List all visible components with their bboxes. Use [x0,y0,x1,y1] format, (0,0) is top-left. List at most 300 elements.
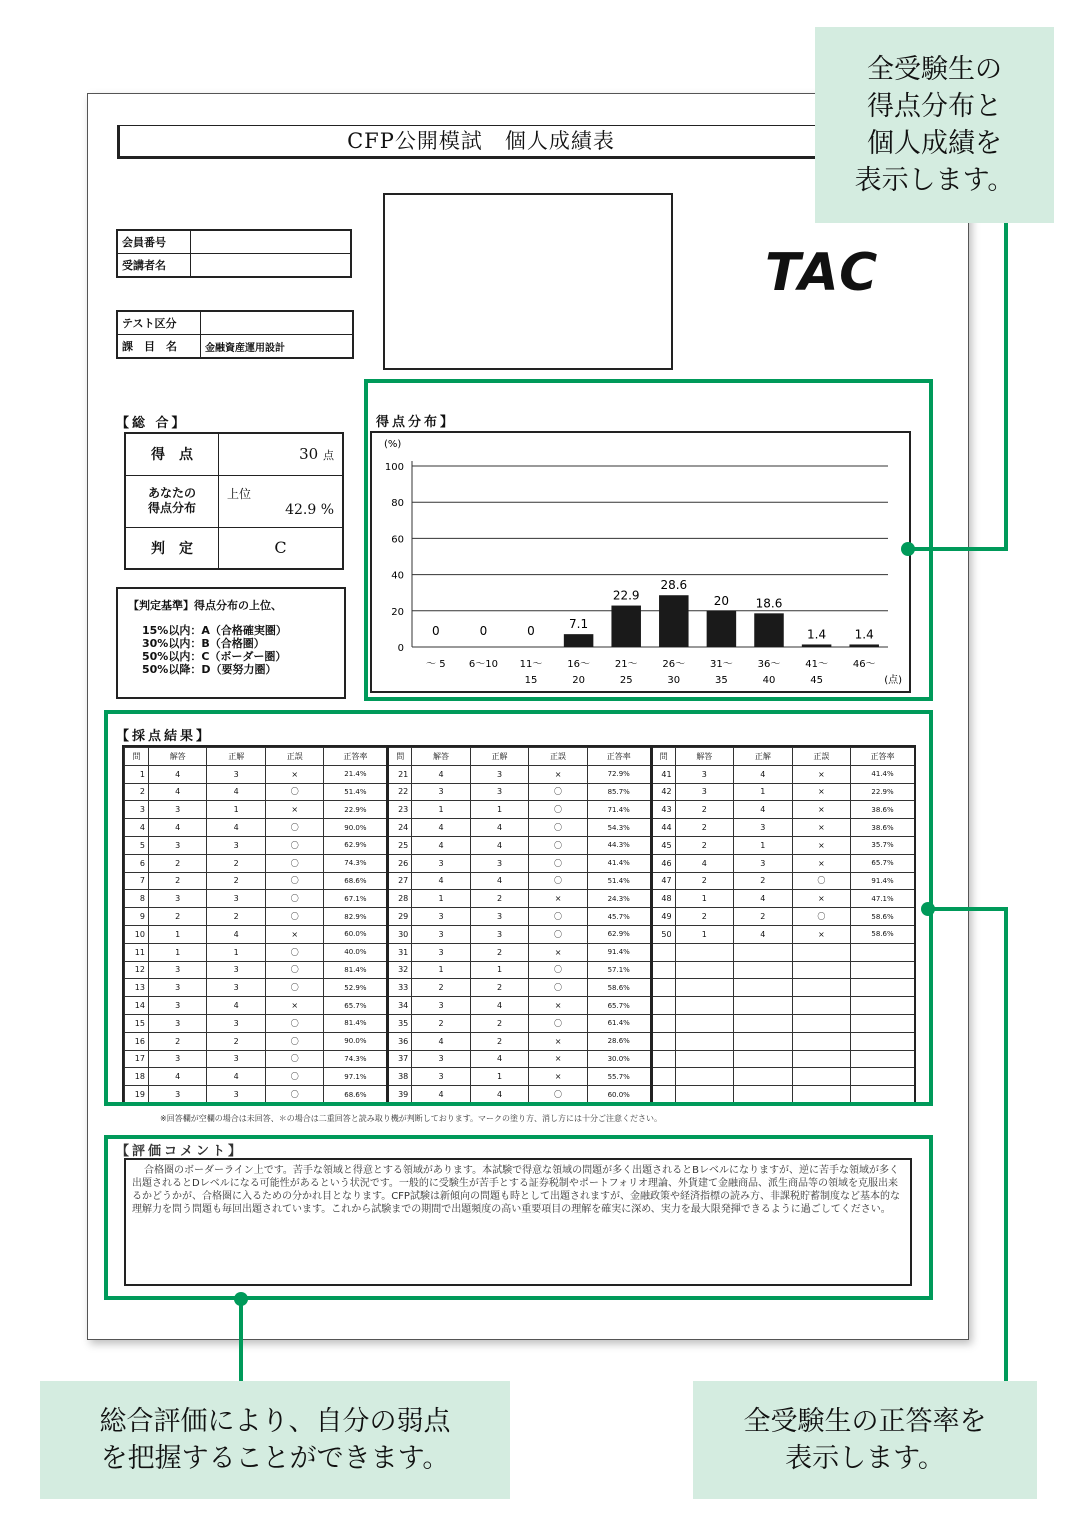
connector-comment-v [239,1298,243,1383]
results-cell: 41.4% [587,854,651,872]
results-cell: 1 [412,961,471,979]
results-cell: 38 [388,1068,412,1086]
results-cell: 2 [148,872,207,890]
chart-data-label: 0 [479,624,488,638]
results-header-cell: 正答率 [587,748,651,766]
results-cell: × [792,925,851,943]
results-cell: 2 [734,908,793,926]
results-cell: × [792,765,851,783]
results-cell: 4 [412,1032,471,1050]
results-cell: 50 [651,925,675,943]
results-cell: 54.3% [587,819,651,837]
results-cell: × [265,997,324,1015]
criteria-title: 【判定基準】得点分布の上位、 [128,599,282,612]
score-value: 30 [299,445,319,464]
results-cell: 2 [207,1032,266,1050]
results-cell: 62.9% [587,925,651,943]
results-cell: 2 [675,836,734,854]
results-cell: 3 [125,801,149,819]
chart-ytick-label: 0 [397,643,404,654]
chart-ylabel: (%) [384,439,402,450]
results-cell: 3 [734,854,793,872]
results-cell: 4 [125,819,149,837]
results-cell: 3 [148,836,207,854]
results-header-cell: 正誤 [792,748,851,766]
results-cell: 12 [125,961,149,979]
results-cell: 7 [125,872,149,890]
results-cell: 45 [651,836,675,854]
member-name-value [191,254,352,278]
results-cell: 4 [470,1086,529,1104]
chart-xtick-label: 36～ [757,659,781,670]
test-type-value [201,311,354,335]
results-cell: 8 [125,890,149,908]
connector-chart-v [1004,222,1008,551]
connector-dot [234,1292,248,1306]
callout-evaluation [40,1381,510,1499]
results-cell: 3 [148,801,207,819]
results-cell: 3 [207,979,266,997]
results-cell: 35.7% [851,836,915,854]
results-cell: 4 [207,1068,266,1086]
results-cell: × [529,890,588,908]
results-cell: 〇 [265,890,324,908]
results-cell: 3 [207,1086,266,1104]
results-cell: 4 [412,872,471,890]
results-cell: 1 [675,925,734,943]
score-label: 得 点 [125,433,219,475]
results-cell: 4 [412,819,471,837]
chart-xtick-label: 11～ [519,659,543,670]
results-cell: 3 [412,925,471,943]
results-cell: 2 [470,1032,529,1050]
results-cell: 14 [125,997,149,1015]
judge-label: 判 定 [125,527,219,569]
results-cell: 〇 [529,908,588,926]
results-cell: 49 [651,908,675,926]
results-cell: 2 [125,783,149,801]
subject-value: 金融資産運用設計 [201,335,354,359]
results-cell: 〇 [265,943,324,961]
results-cell: 〇 [265,836,324,854]
results-cell: 28 [388,890,412,908]
results-cell: 32 [388,961,412,979]
results-cell: 2 [148,1032,207,1050]
results-header-cell: 解答 [148,748,207,766]
connector-chart-h [909,547,1008,551]
results-cell: 60.0% [587,1086,651,1104]
results-cell: 〇 [265,783,324,801]
results-cell: 〇 [529,872,588,890]
results-cell: 43 [651,801,675,819]
results-cell: × [792,836,851,854]
chart-data-label: 0 [431,624,440,638]
highlight-results [104,710,933,1106]
callout-distribution-text: 全受験生の 得点分布と 個人成績を 表示します。 [854,54,1015,196]
report-title: CFP公開模試 個人成績表 [117,125,843,159]
results-cell: 38.6% [851,801,915,819]
results-cell: 13 [125,979,149,997]
results-header-cell: 正解 [470,748,529,766]
results-cell: 38.6% [851,819,915,837]
test-info-table [116,310,354,359]
chart-ytick-label: 60 [391,534,404,546]
results-cell: 1 [470,1068,529,1086]
results-cell: 4 [412,836,471,854]
results-cell: 〇 [529,819,588,837]
results-cell: 〇 [529,961,588,979]
chart-data-label: 28.6 [660,578,688,593]
results-cell: 17 [125,1050,149,1068]
results-cell: 42 [651,783,675,801]
results-cell: 4 [412,765,471,783]
summary-heading: 【総 合】 [116,416,188,431]
chart-xtick-label: 35 [715,675,728,686]
results-cell: 82.9% [324,908,388,926]
results-cell: 〇 [529,783,588,801]
results-header-cell: 正答率 [324,748,388,766]
results-cell: 〇 [529,836,588,854]
comment-text: 合格圏のボーダーライン上です。苦手な領域と得意とする領域があります。本試験で得意な領域の問題が多く出題されるとBレベルになりますが、逆に苦手な領域が多く出題されるとDレベルになる可能性があるという状況です。一般的に受験生が苦手とする証券税制やポートフォリオ理論、外貨建て金融商品、派生商品等の領域を克服出来るかどうかが、合格圏に入るための分かれ目となります。CFP試験は新傾向の問題も時として出題されますが、金融政策や経済指標の読み方、非課税貯蓄制度など基本的な理解力を問う問題も毎回出題されています。これから試験までの期間で出題頻度の高い重要項目の理解を確実に深め、実力を最大限発揮できるように過ごしてください。 [132,1165,900,1215]
results-cell: 41.4% [851,765,915,783]
results-cell: 2 [148,854,207,872]
results-cell: 3 [412,854,471,872]
results-cell: 4 [470,819,529,837]
results-header-cell: 正誤 [265,748,324,766]
member-number-value [191,230,352,254]
results-cell: 3 [412,908,471,926]
results-cell: 4 [470,836,529,854]
dist-prefix: 上位 [227,486,252,501]
chart-xtick-label: 41～ [805,659,828,670]
judge-value: C [219,527,344,569]
results-cell: 62.9% [324,836,388,854]
chart-ytick-label: 80 [391,498,404,510]
comment-heading: 【評価コメント】 [116,1144,245,1159]
results-cell: 2 [470,979,529,997]
results-cell: 4 [734,801,793,819]
results-cell: 3 [207,1014,266,1032]
chart-xtick-label: 20 [572,675,585,686]
chart-xtick-label: 21～ [614,659,638,670]
results-cell: 1 [412,890,471,908]
member-number-label: 会員番号 [117,230,191,254]
subject-label: 課 目 名 [117,335,201,359]
callout-accuracy-text: 全受験生の正答率を 表示します。 [743,1406,987,1474]
results-cell: 51.4% [587,872,651,890]
results-header-cell: 正解 [734,748,793,766]
results-cell: 91.4% [851,872,915,890]
chart-xtick-label: 30 [667,675,681,686]
results-cell: 18 [125,1068,149,1086]
results-cell: 3 [412,943,471,961]
results-cell: 90.0% [324,819,388,837]
chart-xtick-label: 16～ [567,659,590,670]
results-cell: 3 [207,765,266,783]
results-cell: × [529,1068,588,1086]
chart-data-label: 18.6 [755,596,783,611]
results-cell: 3 [148,1086,207,1104]
results-cell: × [529,1032,588,1050]
results-cell: 74.3% [324,854,388,872]
results-cell: 44 [651,819,675,837]
results-cell: × [529,1050,588,1068]
results-cell: 58.6% [851,908,915,926]
results-cell: 3 [207,836,266,854]
results-cell: 29 [388,908,412,926]
results-cell: 2 [470,1014,529,1032]
results-cell: 3 [412,1068,471,1086]
results-cell: 1 [148,925,207,943]
results-footnote: ※回答欄が空欄の場合は未回答、＊の場合は二重回答と読み取り機が判断しております。マークの塗り方、消し方には十分ご注意ください。 [160,1114,663,1123]
results-cell: 〇 [529,854,588,872]
results-cell: 21.4% [324,765,388,783]
chart-data-label: 7.1 [569,617,589,632]
chart-xtick-label: 15 [524,675,538,686]
results-heading: 【採点結果】 [116,729,213,744]
results-cell: 2 [412,1014,471,1032]
results-cell: 55.7% [587,1068,651,1086]
results-cell: 72.9% [587,765,651,783]
results-cell: 4 [148,783,207,801]
results-cell: 39 [388,1086,412,1104]
results-cell: 65.7% [851,854,915,872]
connector-dot [901,542,915,556]
results-cell: 1 [412,801,471,819]
results-cell: 1 [470,801,529,819]
results-cell: 4 [148,1068,207,1086]
results-header-cell: 正解 [207,748,266,766]
results-cell: 74.3% [324,1050,388,1068]
results-cell: 3 [470,908,529,926]
results-cell: 〇 [265,872,324,890]
results-cell: 〇 [265,908,324,926]
results-cell: 4 [207,819,266,837]
results-cell: 65.7% [324,997,388,1015]
chart-data-label: 20 [713,593,730,608]
results-cell: 45.7% [587,908,651,926]
results-cell: 3 [412,783,471,801]
results-cell: 4 [734,890,793,908]
results-cell: 4 [148,819,207,837]
results-cell: 23 [388,801,412,819]
results-cell: 19 [125,1086,149,1104]
results-cell: 3 [148,997,207,1015]
results-cell: 58.6% [851,925,915,943]
results-cell: 35 [388,1014,412,1032]
results-cell: × [265,765,324,783]
chart-data-label: 22.9 [612,588,640,603]
score-unit: 点 [323,449,334,463]
results-cell: 67.1% [324,890,388,908]
results-cell: 47.1% [851,890,915,908]
criteria-line: 50%以内：C（ボーダー圏） [142,650,287,663]
results-cell: 65.7% [587,997,651,1015]
results-cell: 2 [470,890,529,908]
results-cell: 9 [125,908,149,926]
highlight-chart [364,379,933,701]
results-cell: × [792,783,851,801]
results-cell: 2 [675,872,734,890]
results-cell: × [792,801,851,819]
dist-label-2: 得点分布 [147,501,196,515]
member-info-table [116,229,352,278]
callout-distribution [815,27,1054,223]
results-cell: 48 [651,890,675,908]
connector-results-v [1004,907,1008,1383]
results-cell: × [792,890,851,908]
results-header-cell: 正答率 [851,748,915,766]
results-cell: 24 [388,819,412,837]
results-cell: 41 [651,765,675,783]
results-cell: 1 [125,765,149,783]
results-cell: 85.7% [587,783,651,801]
criteria-line: 30%以内：B（合格圏） [142,637,265,650]
results-cell: 71.4% [587,801,651,819]
results-cell: 〇 [265,1068,324,1086]
results-cell: 3 [207,1050,266,1068]
results-cell: 3 [148,890,207,908]
results-cell: 28.6% [587,1032,651,1050]
criteria-line: 50%以降：D（要努力圏） [142,663,277,676]
results-cell: 〇 [792,872,851,890]
results-header-cell: 問 [388,748,412,766]
results-cell: 24.3% [587,890,651,908]
results-cell: 〇 [265,1032,324,1050]
results-cell: 2 [675,819,734,837]
results-cell: 〇 [529,979,588,997]
chart-ytick-label: 100 [384,462,404,473]
chart-xtick-label: 40 [762,675,776,686]
results-cell: 3 [734,819,793,837]
results-cell: 1 [675,890,734,908]
results-cell: 3 [148,979,207,997]
results-cell: 3 [148,961,207,979]
dist-value: 42.9 [285,501,317,518]
results-header-cell: 解答 [412,748,471,766]
results-cell: × [529,997,588,1015]
results-cell: 3 [675,783,734,801]
results-cell: 3 [148,1050,207,1068]
results-cell: 5 [125,836,149,854]
chart-xtick-label: 25 [619,675,633,686]
results-cell: 3 [207,890,266,908]
results-cell: 〇 [265,961,324,979]
results-cell: 97.1% [324,1068,388,1086]
results-cell: 2 [207,854,266,872]
results-cell: 〇 [529,1014,588,1032]
results-cell: 30 [388,925,412,943]
chart-xunit: (点) [884,675,902,686]
criteria-line: 15%以内：A（合格確実圏） [142,624,287,637]
results-header-cell: 問 [125,748,149,766]
results-cell: 1 [207,801,266,819]
results-cell: 52.9% [324,979,388,997]
results-cell: 21 [388,765,412,783]
results-cell: 3 [412,997,471,1015]
results-cell: 1 [470,961,529,979]
results-cell: 33 [388,979,412,997]
chart-xtick-label: 26～ [662,659,686,670]
results-cell: 6 [125,854,149,872]
callout-evaluation-text: 総合評価により、自分の弱点 を把握することができます。 [99,1406,451,1474]
callout-accuracy [693,1381,1037,1499]
results-cell: × [529,765,588,783]
results-cell: 4 [148,765,207,783]
results-cell: 2 [207,872,266,890]
results-cell: 4 [734,925,793,943]
results-cell: 1 [734,836,793,854]
results-cell: 3 [675,765,734,783]
results-cell: 34 [388,997,412,1015]
results-cell: 40.0% [324,943,388,961]
member-name-label: 受講者名 [117,254,191,278]
results-cell: 22.9% [851,783,915,801]
results-cell: × [529,943,588,961]
results-cell: 2 [470,943,529,961]
results-cell: 68.6% [324,872,388,890]
results-cell: 16 [125,1032,149,1050]
chart-data-label: 1.4 [854,627,874,642]
results-cell: 27 [388,872,412,890]
results-cell: 25 [388,836,412,854]
chart-xtick-label: 31～ [710,659,733,670]
results-cell: 3 [470,925,529,943]
results-cell: 90.0% [324,1032,388,1050]
results-cell: 3 [148,1014,207,1032]
summary-table [124,432,344,570]
results-cell: 2 [412,979,471,997]
chart-title: 得点分布】 [376,415,457,430]
chart-xtick-label: 46～ [852,659,876,670]
results-cell: 2 [675,801,734,819]
results-cell: 31 [388,943,412,961]
results-cell: 60.0% [324,925,388,943]
results-header-cell: 正誤 [529,748,588,766]
criteria-box [116,587,346,699]
results-cell: 〇 [265,819,324,837]
results-cell: 〇 [529,1086,588,1104]
results-cell: 4 [412,1086,471,1104]
results-cell: 〇 [265,1086,324,1104]
results-cell: 2 [207,908,266,926]
chart-data-label: 0 [527,624,535,638]
results-cell: 61.4% [587,1014,651,1032]
results-cell: × [792,819,851,837]
results-cell: 4 [470,872,529,890]
results-cell: 81.4% [324,961,388,979]
results-cell: 〇 [265,979,324,997]
results-cell: 〇 [265,1014,324,1032]
results-cell: 57.1% [587,961,651,979]
results-cell: 〇 [529,925,588,943]
results-cell: 91.4% [587,943,651,961]
results-cell: 3 [207,961,266,979]
results-header-cell: 解答 [675,748,734,766]
results-cell: 4 [207,925,266,943]
results-cell: 22.9% [324,801,388,819]
results-cell: 〇 [529,801,588,819]
results-cell: 26 [388,854,412,872]
results-cell: 30.0% [587,1050,651,1068]
results-cell: 3 [470,765,529,783]
connector-dot [921,902,935,916]
results-cell: 4 [470,997,529,1015]
results-cell: 2 [675,908,734,926]
results-cell: 36 [388,1032,412,1050]
results-cell: 1 [734,783,793,801]
results-cell: 〇 [265,854,324,872]
